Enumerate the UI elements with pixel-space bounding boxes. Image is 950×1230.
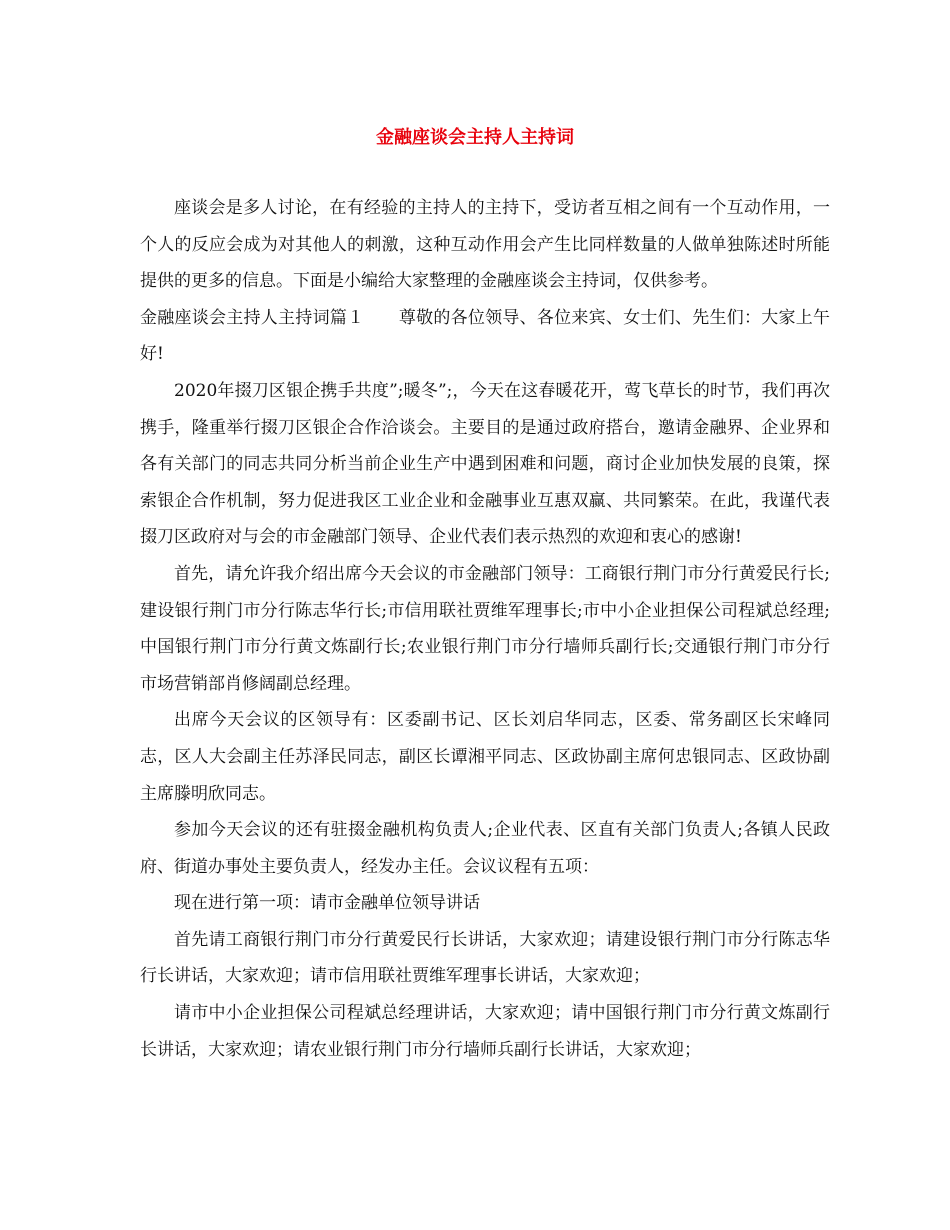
paragraph-intro: 座谈会是多人讨论，在有经验的主持人的主持下，受访者互相之间有一个互动作用，一个人的反应会成为对其他人的刺激，这种互动作用会产生比同样数量的人做单独陈述时所能提供的更多的信息。下面是小编给大家整理的金融座谈会主持词，仅供参考。 xyxy=(140,198,830,292)
paragraph-section-heading: 金融座谈会主持人主持词篇１ 尊敬的各位领导、各位来宾、女士们、先生们：大家上午好! xyxy=(140,307,830,365)
paragraph-finance-leaders: 首先，请允许我介绍出席今天会议的市金融部门领导：工商银行荆门市分行黄爱民行长;建设银行荆门市分行陈志华行长;市信用联社贾维军理事长;市中小企业担保公司程斌总经理;中国银行荆门市分行黄文炼副行长;农业银行荆门市分行墙师兵副行长;交通银行荆门市分行市场营销部肖修阔副总经理。 xyxy=(140,563,830,694)
paragraph-agenda-item-1: 现在进行第一项：请市金融单位领导讲话 xyxy=(174,893,480,914)
paragraph-attendees: 参加今天会议的还有驻掇金融机构负责人;企业代表、区直有关部门负责人;各镇人民政府、街道办事处主要负责人，经发办主任。会议议程有五项： xyxy=(140,820,830,877)
paragraph-opening: 2020年掇刀区银企携手共度”;暖冬”;，今天在这春暖花开，莺飞草长的时节，我们再次携手，隆重举行掇刀区银企合作洽谈会。主要目的是通过政府搭台，邀请金融界、企业界和各有关部门的同志共同分析当前企业生产中遇到困难和问题，商讨企业加快发展的良策，探索银企合作机制，努力促进我区工业企业和金融事业互惠双赢、共同繁荣。在此，我谨代表掇刀区政府对与会的市金融部门领导、企业代表们表示热烈的欢迎和衷心的感谢! xyxy=(140,380,830,548)
paragraph-speakers-1: 首先请工商银行荆门市分行黄爱民行长讲话，大家欢迎；请建设银行荆门市分行陈志华行长讲话，大家欢迎；请市信用联社贾维军理事长讲话，大家欢迎； xyxy=(140,929,830,987)
paragraph-speakers-2: 请市中小企业担保公司程斌总经理讲话，大家欢迎；请中国银行荆门市分行黄文炼副行长讲话，大家欢迎；请农业银行荆门市分行墙师兵副行长讲话，大家欢迎； xyxy=(140,1003,830,1060)
paragraph-district-leaders: 出席今天会议的区领导有：区委副书记、区长刘启华同志，区委、常务副区长宋峰同志，区人大会副主任苏泽民同志，副区长谭湘平同志、区政协副主席何忠银同志、区政协副主席滕明欣同志。 xyxy=(140,710,830,804)
document-body xyxy=(140,190,830,1068)
document-title: 金融座谈会主持人主持词 xyxy=(376,127,574,148)
